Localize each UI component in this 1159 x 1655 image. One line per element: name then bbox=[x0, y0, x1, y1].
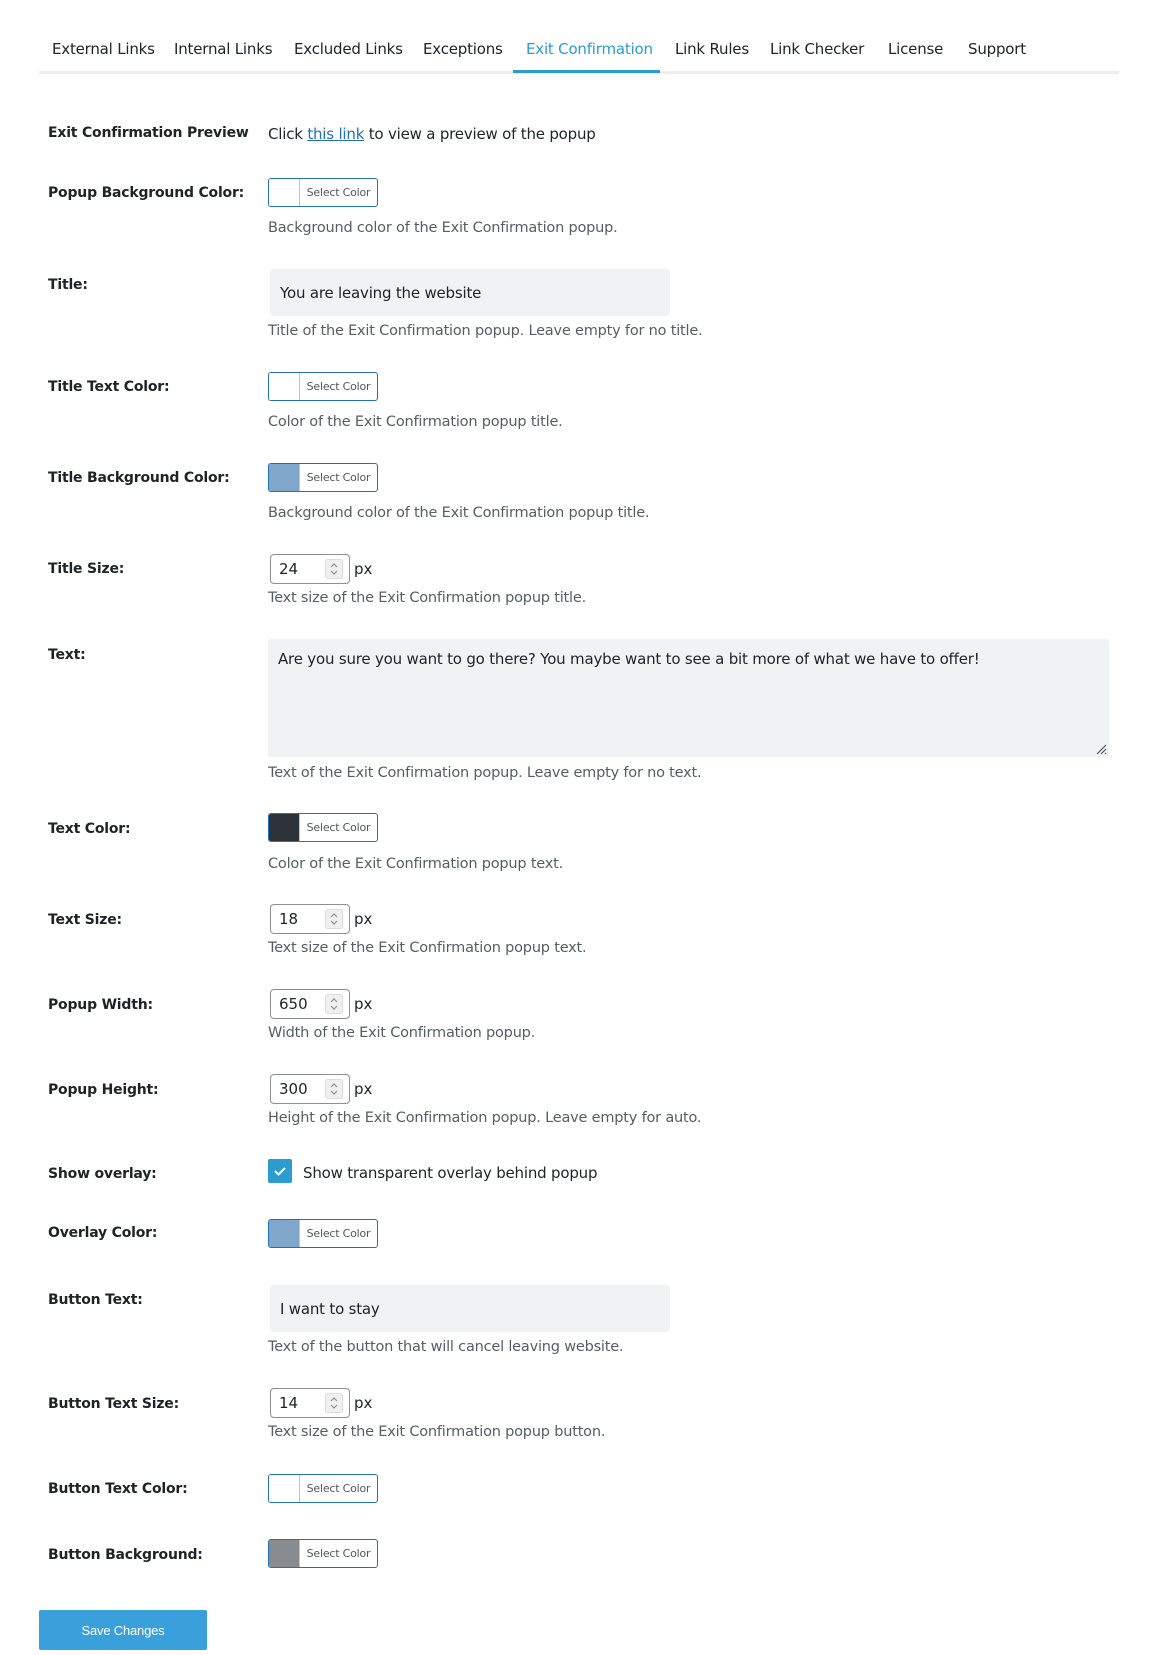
button-text-size-label: Button Text Size: bbox=[48, 1396, 179, 1412]
settings-tabs bbox=[39, 0, 1119, 74]
overlay-color-label: Overlay Color: bbox=[48, 1225, 158, 1241]
button-text-color-label: Button Text Color: bbox=[48, 1481, 188, 1497]
show-overlay-label: Show overlay: bbox=[48, 1166, 157, 1182]
popup-height-value: 300 bbox=[279, 1080, 308, 1098]
text-size-unit: px bbox=[354, 910, 373, 928]
show-overlay-checkbox[interactable] bbox=[268, 1159, 292, 1183]
title-size-label: Title Size: bbox=[48, 561, 125, 577]
popup-height-desc: Height of the Exit Confirmation popup. Leave empty for auto. bbox=[268, 1110, 702, 1126]
popup-width-value: 650 bbox=[279, 995, 308, 1013]
tab-external-links[interactable]: External Links bbox=[52, 40, 155, 58]
title-text-color-desc: Color of the Exit Confirmation popup title. bbox=[268, 414, 563, 430]
popup-background-label: Popup Background Color: bbox=[48, 185, 245, 201]
popup-height-unit: px bbox=[354, 1080, 373, 1098]
select-color-label: Select Color bbox=[306, 821, 371, 834]
color-swatch bbox=[269, 1220, 300, 1247]
button-text-size-unit: px bbox=[354, 1394, 373, 1412]
overlay-color-picker[interactable] bbox=[268, 1219, 378, 1248]
select-color-label: Select Color bbox=[306, 380, 371, 393]
tab-link-checker[interactable]: Link Checker bbox=[770, 40, 865, 58]
title-size-desc: Text size of the Exit Confirmation popup title. bbox=[268, 590, 586, 606]
text-color-picker[interactable] bbox=[268, 813, 378, 842]
popup-width-input[interactable] bbox=[270, 989, 350, 1019]
tab-exceptions[interactable]: Exceptions bbox=[423, 40, 503, 58]
spinner-arrows-icon[interactable] bbox=[325, 1079, 343, 1099]
popup-height-label: Popup Height: bbox=[48, 1082, 159, 1098]
tab-license[interactable]: License bbox=[888, 40, 944, 58]
title-label: Title: bbox=[48, 277, 88, 293]
tab-excluded-links[interactable]: Excluded Links bbox=[294, 40, 403, 58]
title-size-unit: px bbox=[354, 560, 373, 578]
tab-exit-confirmation[interactable]: Exit Confirmation bbox=[526, 40, 653, 58]
color-swatch bbox=[269, 814, 300, 841]
text-label: Text: bbox=[48, 647, 86, 663]
text-color-label: Text Color: bbox=[48, 821, 131, 837]
title-background-color-picker[interactable] bbox=[268, 463, 378, 492]
popup-width-desc: Width of the Exit Confirmation popup. bbox=[268, 1025, 536, 1041]
checkmark-icon bbox=[268, 1159, 292, 1183]
tab-link-rules[interactable]: Link Rules bbox=[675, 40, 749, 58]
select-color-label: Select Color bbox=[306, 1547, 371, 1560]
text-desc: Text of the Exit Confirmation popup. Leave empty for no text. bbox=[268, 765, 702, 781]
button-text-color-picker[interactable] bbox=[268, 1474, 378, 1503]
text-value: Are you sure you want to go there? You maybe want to see a bit more of what we have to offer! bbox=[278, 650, 980, 668]
select-color-label: Select Color bbox=[306, 186, 371, 199]
button-text-size-input[interactable] bbox=[270, 1388, 350, 1418]
button-text-input[interactable]: I want to stay bbox=[270, 1285, 670, 1332]
preview-link[interactable]: this link bbox=[307, 125, 365, 143]
spinner-arrows-icon[interactable] bbox=[325, 909, 343, 929]
button-text-size-value: 14 bbox=[279, 1394, 299, 1412]
text-size-desc: Text size of the Exit Confirmation popup text. bbox=[268, 940, 587, 956]
text-size-value: 18 bbox=[279, 910, 299, 928]
spinner-arrows-icon[interactable] bbox=[325, 1393, 343, 1413]
spinner-arrows-icon[interactable] bbox=[325, 559, 343, 579]
popup-width-label: Popup Width: bbox=[48, 997, 153, 1013]
spinner-arrows-icon[interactable] bbox=[325, 994, 343, 1014]
text-textarea[interactable] bbox=[268, 639, 1109, 757]
preview-text-after: to view a preview of the popup bbox=[364, 125, 596, 143]
tab-support[interactable]: Support bbox=[968, 40, 1026, 58]
select-color-label: Select Color bbox=[306, 1482, 371, 1495]
button-text-size-desc: Text size of the Exit Confirmation popup button. bbox=[268, 1424, 606, 1440]
resize-grip-icon[interactable] bbox=[1095, 743, 1107, 755]
title-size-value: 24 bbox=[279, 560, 299, 578]
title-input[interactable]: You are leaving the website bbox=[270, 269, 670, 316]
title-desc: Title of the Exit Confirmation popup. Leave empty for no title. bbox=[268, 323, 703, 339]
preview-text bbox=[268, 125, 596, 143]
show-overlay-checkbox-label[interactable]: Show transparent overlay behind popup bbox=[303, 1164, 598, 1182]
title-text-color-picker[interactable] bbox=[268, 372, 378, 401]
color-swatch bbox=[269, 1475, 300, 1502]
popup-background-desc: Background color of the Exit Confirmation popup. bbox=[268, 220, 618, 236]
preview-text-before: Click bbox=[268, 125, 308, 143]
popup-background-color-picker[interactable] bbox=[268, 178, 378, 207]
color-swatch bbox=[269, 464, 300, 491]
tab-internal-links[interactable]: Internal Links bbox=[174, 40, 273, 58]
title-background-color-label: Title Background Color: bbox=[48, 470, 230, 486]
button-background-color-picker[interactable] bbox=[268, 1539, 378, 1568]
popup-height-input[interactable] bbox=[270, 1074, 350, 1104]
select-color-label: Select Color bbox=[306, 471, 371, 484]
save-changes-button[interactable]: Save Changes bbox=[39, 1610, 207, 1650]
text-size-input[interactable] bbox=[270, 904, 350, 934]
color-swatch bbox=[269, 1540, 300, 1567]
text-size-label: Text Size: bbox=[48, 912, 122, 928]
active-tab-indicator bbox=[513, 70, 660, 73]
button-background-label: Button Background: bbox=[48, 1547, 203, 1563]
button-text-label: Button Text: bbox=[48, 1292, 143, 1308]
text-color-desc: Color of the Exit Confirmation popup text. bbox=[268, 856, 564, 872]
title-size-input[interactable] bbox=[270, 554, 350, 584]
color-swatch bbox=[269, 179, 300, 206]
preview-label: Exit Confirmation Preview bbox=[48, 125, 249, 141]
button-text-desc: Text of the button that will cancel leaving website. bbox=[268, 1339, 624, 1355]
select-color-label: Select Color bbox=[306, 1227, 371, 1240]
popup-width-unit: px bbox=[354, 995, 373, 1013]
color-swatch bbox=[269, 373, 300, 400]
title-text-color-label: Title Text Color: bbox=[48, 379, 170, 395]
title-background-color-desc: Background color of the Exit Confirmation popup title. bbox=[268, 505, 650, 521]
